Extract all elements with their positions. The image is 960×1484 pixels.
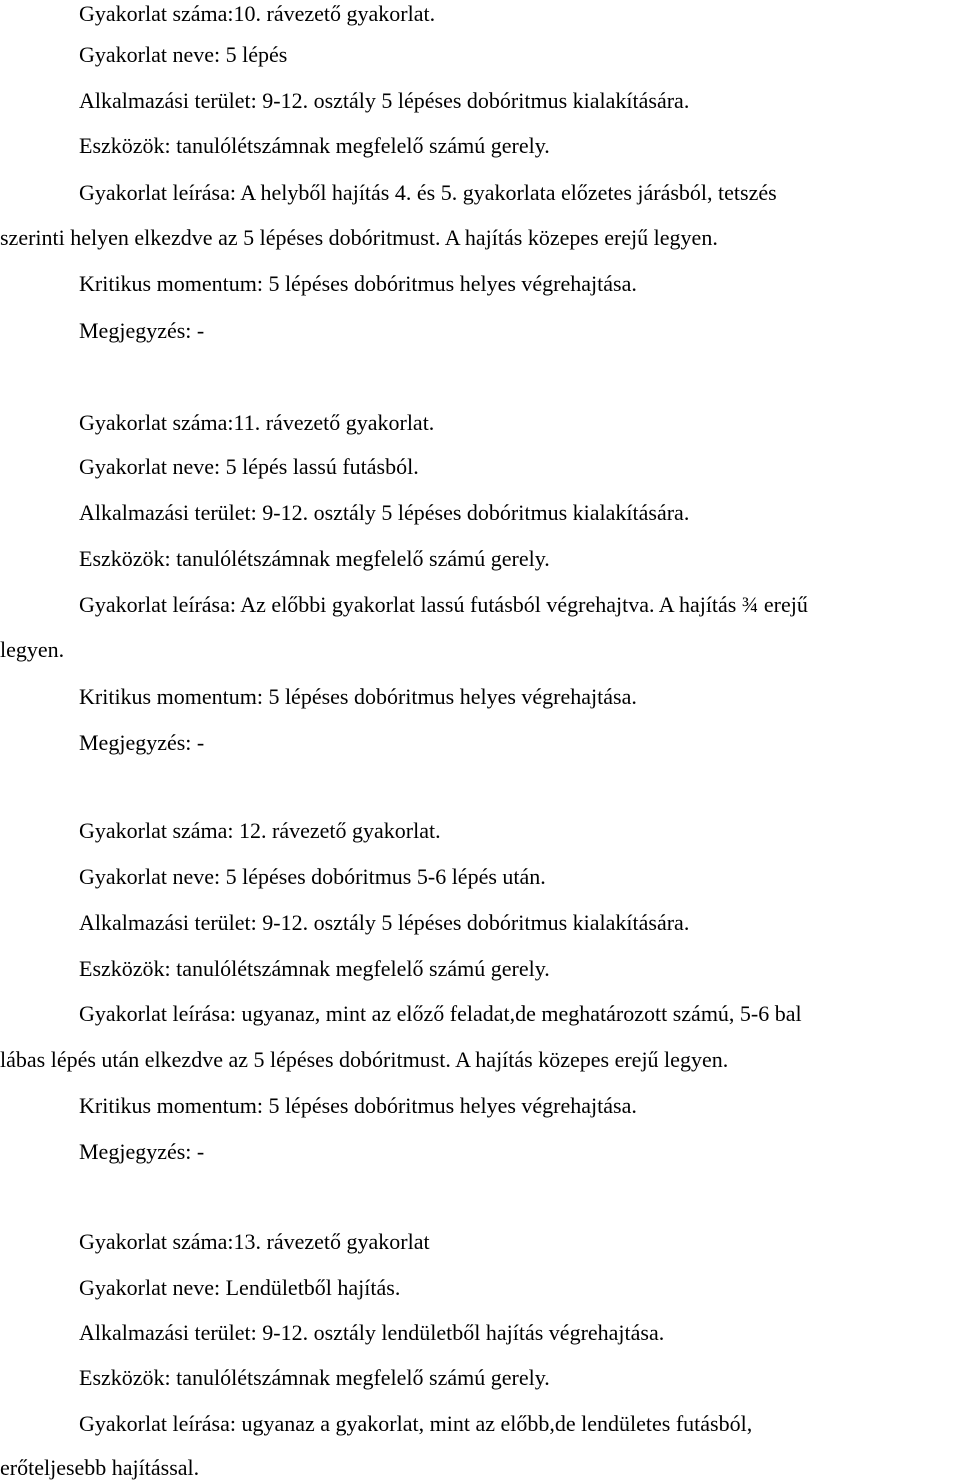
exercise-name: Gyakorlat neve: 5 lépéses dobóritmus 5-6 lépés után. bbox=[79, 864, 546, 889]
exercise-name: Gyakorlat neve: Lendületből hajítás. bbox=[79, 1275, 401, 1300]
exercise-description-line-1: Gyakorlat leírása: Az előbbi gyakorlat lassú futásból végrehajtva. A hajítás ¾ erejű bbox=[79, 592, 808, 617]
exercise-note: Megjegyzés: - bbox=[79, 1139, 205, 1164]
exercise-description-line-2: erőteljesebb hajítással. bbox=[0, 1455, 200, 1480]
exercise-application-area: Alkalmazási terület: 9-12. osztály lendületből hajítás végrehajtása. bbox=[79, 1320, 665, 1345]
exercise-description-line-1: Gyakorlat leírása: ugyanaz, mint az előző feladat,de meghatározott számú, 5-6 bal bbox=[79, 1001, 802, 1026]
exercise-description-line-1: Gyakorlat leírása: A helyből hajítás 4. és 5. gyakorlata előzetes járásból, tetszés bbox=[79, 180, 777, 205]
exercise-description-line-1: Gyakorlat leírása: ugyanaz a gyakorlat, mint az előbb,de lendületes futásból, bbox=[79, 1411, 753, 1436]
exercise-note: Megjegyzés: - bbox=[79, 318, 205, 343]
exercise-application-area: Alkalmazási terület: 9-12. osztály 5 lépéses dobóritmus kialakítására. bbox=[79, 910, 690, 935]
exercise-equipment: Eszközök: tanulólétszámnak megfelelő számú gerely. bbox=[79, 1365, 550, 1390]
exercise-equipment: Eszközök: tanulólétszámnak megfelelő számú gerely. bbox=[79, 956, 550, 981]
exercise-note: Megjegyzés: - bbox=[79, 730, 205, 755]
exercise-description-line-2: legyen. bbox=[0, 637, 65, 662]
exercise-application-area: Alkalmazási terület: 9-12. osztály 5 lépéses dobóritmus kialakítására. bbox=[79, 88, 690, 113]
exercise-critical-moment: Kritikus momentum: 5 lépéses dobóritmus helyes végrehajtása. bbox=[79, 1093, 637, 1118]
exercise-name: Gyakorlat neve: 5 lépés lassú futásból. bbox=[79, 454, 419, 479]
exercise-critical-moment: Kritikus momentum: 5 lépéses dobóritmus helyes végrehajtása. bbox=[79, 684, 637, 709]
exercise-number: Gyakorlat száma: 12. rávezető gyakorlat. bbox=[79, 818, 441, 843]
exercise-description-line-2: szerinti helyen elkezdve az 5 lépéses dobóritmust. A hajítás közepes erejű legyen. bbox=[0, 225, 718, 250]
exercise-number: Gyakorlat száma:10. rávezető gyakorlat. bbox=[79, 1, 436, 26]
exercise-description-line-2: lábas lépés után elkezdve az 5 lépéses dobóritmust. A hajítás közepes erejű legyen. bbox=[0, 1047, 729, 1072]
exercise-name: Gyakorlat neve: 5 lépés bbox=[79, 42, 288, 67]
exercise-number: Gyakorlat száma:13. rávezető gyakorlat bbox=[79, 1229, 430, 1254]
exercise-number: Gyakorlat száma:11. rávezető gyakorlat. bbox=[79, 410, 435, 435]
exercise-equipment: Eszközök: tanulólétszámnak megfelelő számú gerely. bbox=[79, 546, 550, 571]
exercise-equipment: Eszközök: tanulólétszámnak megfelelő számú gerely. bbox=[79, 133, 550, 158]
exercise-application-area: Alkalmazási terület: 9-12. osztály 5 lépéses dobóritmus kialakítására. bbox=[79, 500, 690, 525]
exercise-critical-moment: Kritikus momentum: 5 lépéses dobóritmus helyes végrehajtása. bbox=[79, 271, 637, 296]
